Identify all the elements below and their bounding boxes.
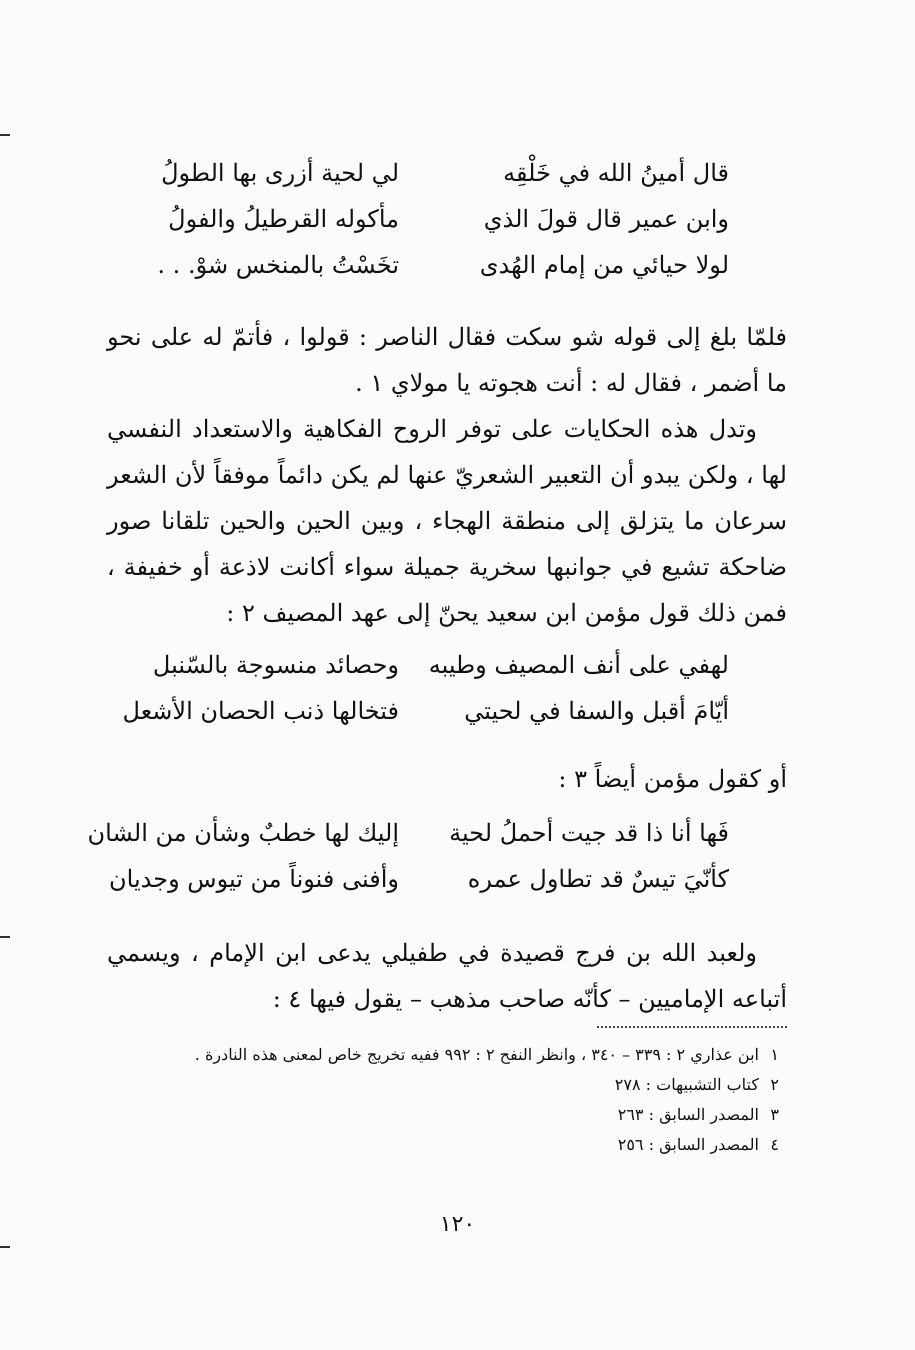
verse-line xyxy=(109,856,729,902)
footnote-number: ٣ xyxy=(770,1105,779,1124)
first-hemistich: لهفي على أنف المصيف وطيبه xyxy=(428,651,729,679)
footnote xyxy=(119,1070,779,1100)
footnote-separator xyxy=(597,1026,787,1028)
verse-line xyxy=(87,810,729,856)
verse-line xyxy=(122,688,729,734)
paragraph-2 xyxy=(107,406,787,636)
footnotes xyxy=(119,1040,779,1160)
footnote-number: ٤ xyxy=(770,1135,779,1154)
footnote-text: ابن عذاري ٢ : ٣٣٩ – ٣٤٠ ، وانظر النفح ٢ : ٩٩٢ ففيه تخريج خاص لمعنى هذه النادرة . xyxy=(194,1045,759,1064)
footnote-text: المصدر السابق : ٢٦٣ xyxy=(617,1105,759,1124)
poem-2 xyxy=(122,642,729,734)
footnote xyxy=(119,1130,779,1160)
footnote xyxy=(119,1040,779,1070)
paragraph-3 xyxy=(107,756,787,802)
page-number: ١٢٠ xyxy=(439,1212,476,1237)
paragraph-1 xyxy=(107,314,787,406)
first-hemistich: أيّامَ أقبل والسفا في لحيتي xyxy=(464,697,729,725)
paragraph-text: فلمّا بلغ إلى قوله شو سكت فقال الناصر : قولوا ، فأتمّ له على نحو ما أضمر ، فقال له : أنت هجوته يا مولاي ١ . xyxy=(107,323,787,397)
margin-mark xyxy=(0,1246,10,1248)
footnote-number: ١ xyxy=(770,1045,779,1064)
first-hemistich: لولا حيائي من إمام الهُدى xyxy=(479,251,729,279)
footnote-text: المصدر السابق : ٢٥٦ xyxy=(617,1135,759,1154)
margin-mark xyxy=(0,936,10,938)
second-hemistich: فتخالها ذنب الحصان الأشعل xyxy=(122,697,399,725)
first-hemistich: فَها أنا ذا قد جيت أحملُ لحية xyxy=(449,819,729,847)
verse-line xyxy=(129,642,729,688)
footnote xyxy=(119,1100,779,1130)
second-hemistich: تخَسْتُ بالمنخس شوْ. . . xyxy=(157,251,399,279)
footnote-number: ٢ xyxy=(770,1075,779,1094)
paragraph-4 xyxy=(107,930,787,1022)
first-hemistich: كأنّيَ تيسٌ قد تطاول عمره xyxy=(467,865,729,893)
paragraph-text: ولعبد الله بن فرج قصيدة في طفيلي يدعى ابن الإمام ، ويسمي أتباعه الإماميين – كأنّه صاحب مذهب – يقول فيها ٤ : xyxy=(107,939,787,1013)
second-hemistich: إليك لها خطبٌ وشأن من الشان xyxy=(87,819,399,847)
poem-3 xyxy=(87,810,729,902)
verse-line xyxy=(129,242,729,288)
second-hemistich: لي لحية أزرى بها الطولُ xyxy=(161,159,399,187)
margin-mark xyxy=(0,134,10,136)
first-hemistich: قال أمينُ الله في خَلْقِه xyxy=(503,159,729,187)
verse-line xyxy=(129,196,729,242)
second-hemistich: مأكوله القرطيلُ والفولُ xyxy=(168,205,399,233)
first-hemistich: وابن عمير قال قولَ الذي xyxy=(483,205,729,233)
paragraph-text: وتدل هذه الحكايات على توفر الروح الفكاهية والاستعداد النفسي لها ، ولكن يبدو أن التعبير الشعريّ عنها لم يكن دائماً موفقاً لأن الشعر سرعان ما يتزلق إلى منطقة الهجاء ، وبين الحين والحين تلقانا صور ضاحكة تشيع في جوانبها سخرية جميلة سواء أكانت لاذعة أو خفيفة ، فمن ذلك قول مؤمن ابن سعيد يحنّ إلى عهد المصيف ٢ : xyxy=(107,415,787,627)
poem-1 xyxy=(129,150,729,288)
footnote-text: كتاب التشبيهات : ٢٧٨ xyxy=(614,1075,759,1094)
second-hemistich: وحصائد منسوجة بالسّنبل xyxy=(152,651,399,679)
paragraph-text: أو كقول مؤمن أيضاً ٣ : xyxy=(558,765,787,793)
verse-line xyxy=(129,150,729,196)
second-hemistich: وأفنى فنوناً من تيوس وجديان xyxy=(109,865,399,893)
